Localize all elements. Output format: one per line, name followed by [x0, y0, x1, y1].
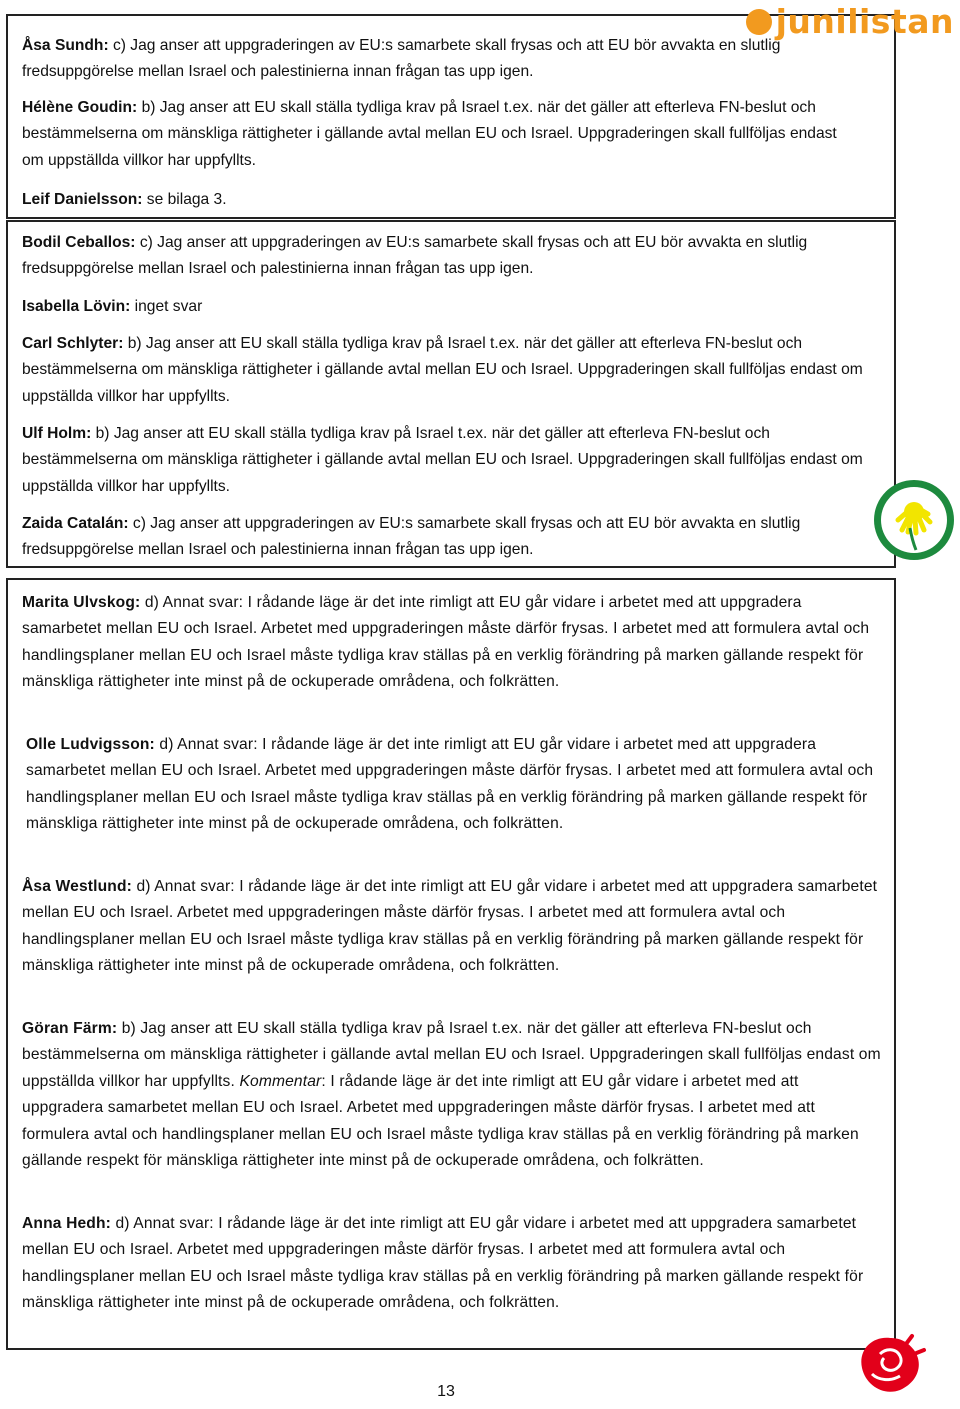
answer-text: inget svar: [130, 298, 203, 315]
respondent-name: Olle Ludvigsson:: [26, 736, 155, 753]
junilistan-logo: [746, 2, 954, 41]
answer-ulf-holm: [22, 421, 882, 500]
respondent-name: Zaida Catalán:: [22, 515, 129, 532]
answer-bodil-ceballos: [22, 230, 882, 283]
answer-marita-ulvskog: [22, 590, 882, 696]
answer-asa-westlund: [22, 874, 882, 980]
answer-text: c) Jag anser att uppgraderingen av EU:s samarbete skall frysas och att EU bör avvakta en slutlig fredsuppgörelse mellan Israel och palestinierna innan frågan tas upp igen.: [22, 515, 801, 559]
logo-dot-icon: [746, 9, 772, 35]
respondent-name: Leif Danielsson:: [22, 191, 143, 208]
respondent-name: Carl Schlyter:: [22, 335, 124, 352]
answer-anna-hedh: [22, 1211, 882, 1317]
answer-zaida-catalan: [22, 511, 882, 564]
respondent-name: Åsa Sundh:: [22, 37, 109, 54]
respondent-name: Göran Färm:: [22, 1020, 118, 1037]
mp-dandelion-logo: [872, 478, 956, 562]
comment-text: : I rådande läge är det inte rimligt att EU går vidare i arbetet med att uppgradera samarbetet mellan EU och Israel. Arbetet med uppgraderingen måste därför frysas. I arbetet med att formulera avtal och handlingsplaner mellan EU och Israel måste tydliga krav ställas på en verklig förändring på marken gällande respekt för mänskliga rättigheter inte minst på de ockuperade områdena, och folkrätten.: [22, 1072, 859, 1170]
comment-label: Kommentar: [239, 1072, 322, 1090]
answer-text: b) Jag anser att EU skall ställa tydliga krav på Israel t.ex. när det gäller att efterleva FN-beslut och bestämmelserna om mänskliga rättigheter i gällande avtal mellan EU och Israel. Uppgraderingen skall fullföljas endast om uppställda villkor har uppfyllts.: [22, 425, 863, 495]
answer-leif-danielsson: [22, 187, 882, 213]
answer-text: c) Jag anser att uppgraderingen av EU:s samarbete skall frysas och att EU bör avvakta en slutlig fredsuppgörelse mellan Israel och palestinierna innan frågan tas upp igen.: [22, 234, 808, 278]
respondent-name: Anna Hedh:: [22, 1215, 111, 1232]
answer-text: b) Jag anser att EU skall ställa tydliga krav på Israel t.ex. när det gäller att efterleva FN-beslut och bestämmelserna om mänskliga rättigheter i gällande avtal mellan EU och Israel. Uppgraderingen skall fullföljas endast om uppställda villkor har uppfyllts.: [22, 335, 863, 405]
answer-text: se bilaga 3.: [142, 191, 227, 208]
answer-text: d) Annat svar: I rådande läge är det inte rimligt att EU går vidare i arbetet med att uppgradera samarbetet mellan EU och Israel. Arbetet med uppgraderingen måste därför frysas. I arbetet med att formulera avtal och handlingsplaner mellan EU och Israel måste tydliga krav ställas på en verklig förändring på marken gällande respekt för mänskliga rättigheter inte minst på de ockuperade områdena, och folkrätten.: [22, 1215, 864, 1312]
page-number: 13: [437, 1383, 455, 1400]
answer-olle-ludvigsson: [22, 732, 882, 838]
answer-text: d) Annat svar: I rådande läge är det inte rimligt att EU går vidare i arbetet med att uppgradera samarbetet mellan EU och Israel. Arbetet med uppgraderingen måste därför frysas. I arbetet med att formulera avtal och handlingsplaner mellan EU och Israel måste tydliga krav ställas på en verklig förändring på marken gällande respekt för mänskliga rättigheter inte minst på de ockuperade områdena, och folkrätten.: [26, 736, 874, 833]
answer-text: c) Jag anser att uppgraderingen av EU:s samarbete skall frysas och att EU bör avvakta en slutlig fredsuppgörelse mellan Israel och palestinierna innan frågan tas upp igen.: [22, 37, 781, 81]
answer-text: d) Annat svar: I rådande läge är det inte rimligt att EU går vidare i arbetet med att uppgradera samarbetet mellan EU och Israel. Arbetet med uppgraderingen måste därför frysas. I arbetet med att formulera avtal och handlingsplaner mellan EU och Israel måste tydliga krav ställas på en verklig förändring på marken gällande respekt för mänskliga rättigheter inte minst på de ockuperade områdena, och folkrätten.: [22, 594, 870, 691]
answer-text: d) Annat svar: I rådande läge är det inte rimligt att EU går vidare i arbetet med att uppgradera samarbetet mellan EU och Israel. Arbetet med uppgraderingen måste därför frysas. I arbetet med att formulera avtal och handlingsplaner mellan EU och Israel måste tydliga krav ställas på en verklig förändring på marken gällande respekt för mänskliga rättigheter inte minst på de ockuperade områdena, och folkrätten.: [22, 878, 878, 975]
respondent-name: Hélène Goudin:: [22, 99, 138, 116]
junilistan-logo-text: junilistan: [775, 2, 954, 41]
respondent-name: Isabella Lövin:: [22, 298, 131, 315]
answer-isabella-lovin: [22, 294, 882, 320]
answer-text: b) Jag anser att EU skall ställa tydliga krav på Israel t.ex. när det gäller att efterleva FN-beslut och bestämmelserna om mänskliga rättigheter i gällande avtal mellan EU och Israel. Uppgraderingen skall fullföljas endast om uppställda villkor har uppfyllts.: [22, 1020, 881, 1090]
answer-carl-schlyter: [22, 331, 882, 410]
respondent-name: Bodil Ceballos:: [22, 234, 136, 251]
answer-helene-goudin: [22, 95, 852, 174]
answer-text: b) Jag anser att EU skall ställa tydliga krav på Israel t.ex. när det gäller att efterleva FN-beslut och bestämmelserna om mänskliga rättigheter i gällande avtal mellan EU och Israel. Uppgraderingen skall fullföljas endast om uppställda villkor har uppfyllts.: [22, 99, 837, 169]
answer-goran-farm: [22, 1016, 882, 1174]
respondent-name: Ulf Holm:: [22, 425, 92, 442]
respondent-name: Åsa Westlund:: [22, 878, 132, 895]
respondent-name: Marita Ulvskog:: [22, 594, 141, 611]
